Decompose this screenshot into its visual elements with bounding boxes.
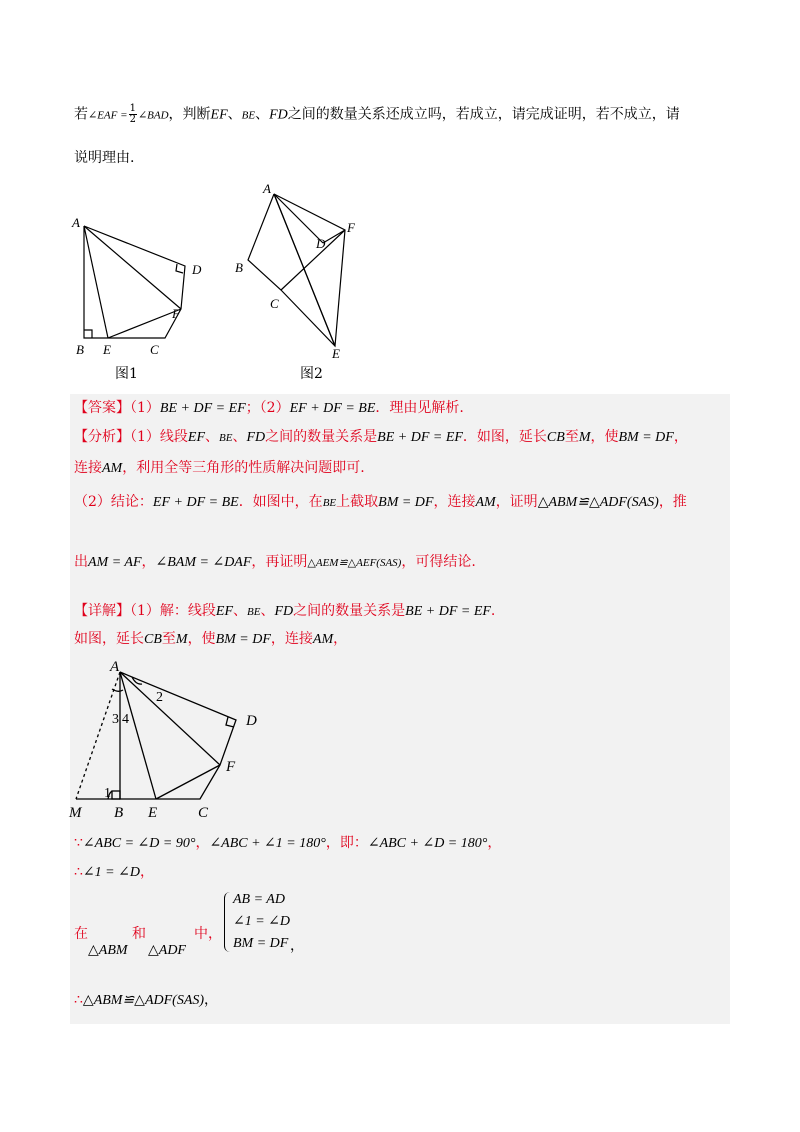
m: EF (187, 430, 206, 445)
fraction-numerator: 1 (129, 103, 136, 114)
t: ， (487, 835, 502, 851)
system-eq-1: AB = AD (233, 892, 285, 907)
t: 、 (260, 603, 275, 619)
t: （1）解：线段 (130, 603, 216, 619)
fig1-label-f: F (172, 306, 180, 321)
detail-right-angle-b (112, 791, 120, 799)
m: FD (246, 430, 266, 445)
detail-tri-2 (148, 940, 186, 961)
detail-label-a: A (110, 659, 120, 675)
fraction-half (129, 104, 137, 125)
analysis-line-3 (74, 492, 687, 513)
t: 之间的数量关系是 (265, 429, 378, 445)
detail-angle-1: 1 (104, 786, 111, 801)
detail-label-m: M (69, 805, 82, 821)
detail-label-c: C (198, 805, 209, 821)
m: AM (102, 461, 123, 476)
detail-label-e: E (148, 805, 158, 821)
m: AM (312, 632, 334, 647)
fig1-label-d: D (192, 262, 202, 277)
m: BM = DF (215, 632, 271, 647)
answer-p2: ；（2） (245, 400, 290, 416)
t: 、 (205, 429, 220, 445)
m: BE + DF = EF (405, 604, 491, 619)
fig2-line-cf (281, 230, 345, 290)
answer-result-1: BE + DF = EF (159, 401, 246, 416)
m: BE + DF = EF (377, 430, 463, 445)
m: BM = DF (618, 430, 674, 445)
system-eq-3: BM = DF (233, 936, 289, 951)
m: △ABM (88, 943, 128, 958)
fig1-label-a: A (72, 215, 80, 230)
m: FD (274, 604, 294, 619)
detail-in-text: 在 (74, 926, 88, 942)
t: ，使 (590, 429, 619, 445)
t: 出 (74, 554, 88, 570)
detail-angle-4: 4 (122, 712, 129, 727)
system-brace (224, 892, 231, 952)
t: ．如图，延长 (462, 429, 547, 445)
m: M (175, 632, 188, 647)
t: 至 (564, 429, 579, 445)
sep: 、 (227, 106, 242, 123)
t: 如图，延长 (74, 631, 144, 647)
m: AM (475, 495, 496, 510)
t: ， (195, 835, 210, 851)
fig1-right-angle-b (84, 330, 92, 338)
detail-line-ae (120, 672, 156, 799)
figure-1-caption: 图1 (115, 366, 138, 382)
detail-mid-text: 中， (194, 926, 222, 942)
fig2-label-c: C (270, 296, 279, 311)
therefore-symbol: ∴ (74, 864, 83, 880)
analysis-tag: 【分析】 (74, 429, 130, 445)
fig2-label-e: E (332, 346, 340, 361)
answer-p3: ．理由见解析. (375, 400, 464, 416)
question-line-1 (74, 104, 680, 126)
fig1-quadrilateral (84, 226, 185, 338)
detail-label-f: F (226, 759, 236, 775)
system-eq-2: ∠1 = ∠D (233, 914, 291, 929)
m: EF + DF = BE (152, 495, 239, 510)
fig1-line-ef (108, 309, 181, 338)
m: BM = DF (378, 495, 434, 510)
because-symbol: ∵ (74, 835, 83, 851)
segment-fd: FD (269, 107, 288, 123)
analysis-line-4 (74, 552, 476, 573)
t: ， (673, 429, 688, 445)
m: BE (219, 432, 233, 444)
m: ∠ABC + ∠D = 180° (367, 836, 488, 851)
t: ，利用全等三角形的性质解决问题即可. (122, 460, 365, 476)
m: CB (546, 430, 565, 445)
t: 、 (232, 429, 247, 445)
t: ，连接 (433, 494, 476, 510)
question-line-2: 说明理由. (74, 150, 135, 166)
t: ，即： (325, 835, 368, 851)
t: ，再证明 (251, 554, 308, 570)
m: △ADF (148, 943, 186, 958)
detail-line-af (120, 672, 220, 765)
detail-and-text: 和 (132, 926, 146, 942)
detail-label-d: D (246, 713, 257, 729)
detail-figure (68, 657, 278, 827)
detail-label-b: B (114, 805, 124, 821)
m: CB (144, 632, 162, 647)
m: BE (247, 606, 261, 618)
detail-tag: 【详解】 (74, 603, 130, 619)
fig1-label-e: E (103, 342, 111, 357)
figure-2 (225, 178, 365, 363)
t: ， (204, 992, 219, 1008)
t: ，推 (658, 494, 687, 510)
system-end: ， (290, 938, 304, 954)
fig1-label-b: B (76, 342, 84, 357)
detail-tri-1 (88, 940, 128, 961)
detail-because-line (74, 833, 501, 854)
m: EF (215, 604, 234, 619)
t: ， (333, 631, 348, 647)
m: ∠1 = ∠D (82, 865, 140, 880)
t: ，可得结论. (401, 554, 476, 570)
answer-result-2: EF + DF = BE (289, 401, 376, 416)
detail-angle-2: 2 (156, 690, 163, 705)
t: （2）结论： (74, 494, 153, 510)
answer-p1: （1） (130, 400, 160, 416)
m: ∠ABC + ∠1 = 180° (209, 836, 326, 851)
m: △AEM≌△AEF(SAS) (307, 557, 402, 569)
analysis-line-2 (74, 458, 365, 479)
t: ，使 (187, 631, 216, 647)
t: 上截取 (336, 494, 379, 510)
m: ∠ABC = ∠D = 90° (82, 836, 196, 851)
condition-left: ∠EAF = (88, 109, 128, 122)
fraction-denominator: 2 (129, 114, 136, 125)
answer-tag: 【答案】 (74, 400, 130, 416)
m: M (578, 430, 591, 445)
figure-1 (60, 205, 220, 385)
segment-ef: EF (210, 107, 228, 123)
m: AM = AF (88, 555, 142, 570)
fig1-label-c: C (150, 342, 159, 357)
answer-line (74, 398, 464, 419)
fig2-label-f: F (347, 220, 355, 235)
m: ∠BAM = ∠DAF (155, 555, 252, 570)
fig2-label-b: B (235, 260, 243, 275)
m: △ABM≌△ADF(SAS) (537, 495, 659, 510)
m: BE (322, 497, 337, 509)
t: . (490, 603, 496, 619)
analysis-line-1 (74, 427, 688, 448)
t: ，连接 (270, 631, 313, 647)
t: ， (139, 864, 154, 880)
t: ，证明 (495, 494, 538, 510)
t: （1）线段 (130, 429, 188, 445)
condition-right: ∠BAD (137, 109, 169, 122)
t: ．如图中，在 (238, 494, 323, 510)
question-prefix: 若 (74, 106, 88, 123)
t: 之间的数量关系是 (293, 603, 406, 619)
detail-final-line (74, 990, 218, 1011)
fig2-label-a: A (263, 181, 271, 196)
segment-be: BE (241, 109, 256, 122)
detail-therefore-line (74, 862, 154, 883)
t: ， (141, 554, 156, 570)
figure-2-caption: 图2 (300, 366, 323, 382)
detail-angle-3: 3 (112, 712, 119, 727)
m: △ABM≌△ADF(SAS) (82, 993, 205, 1008)
detail-line-1 (74, 601, 495, 622)
t: 至 (161, 631, 176, 647)
fig2-label-d: D (316, 236, 326, 251)
question-tail: 之间的数量关系还成立吗，若成立，请完成证明，若不成立，请 (287, 106, 680, 123)
question-mid: ，判断 (168, 106, 211, 123)
sep: 、 (255, 106, 270, 123)
detail-line-2 (74, 629, 347, 650)
fig2-diag (274, 194, 335, 346)
t: 连接 (74, 460, 102, 476)
t: 、 (233, 603, 248, 619)
therefore-symbol: ∴ (74, 992, 83, 1008)
detail-line-am-dashed (76, 672, 120, 799)
